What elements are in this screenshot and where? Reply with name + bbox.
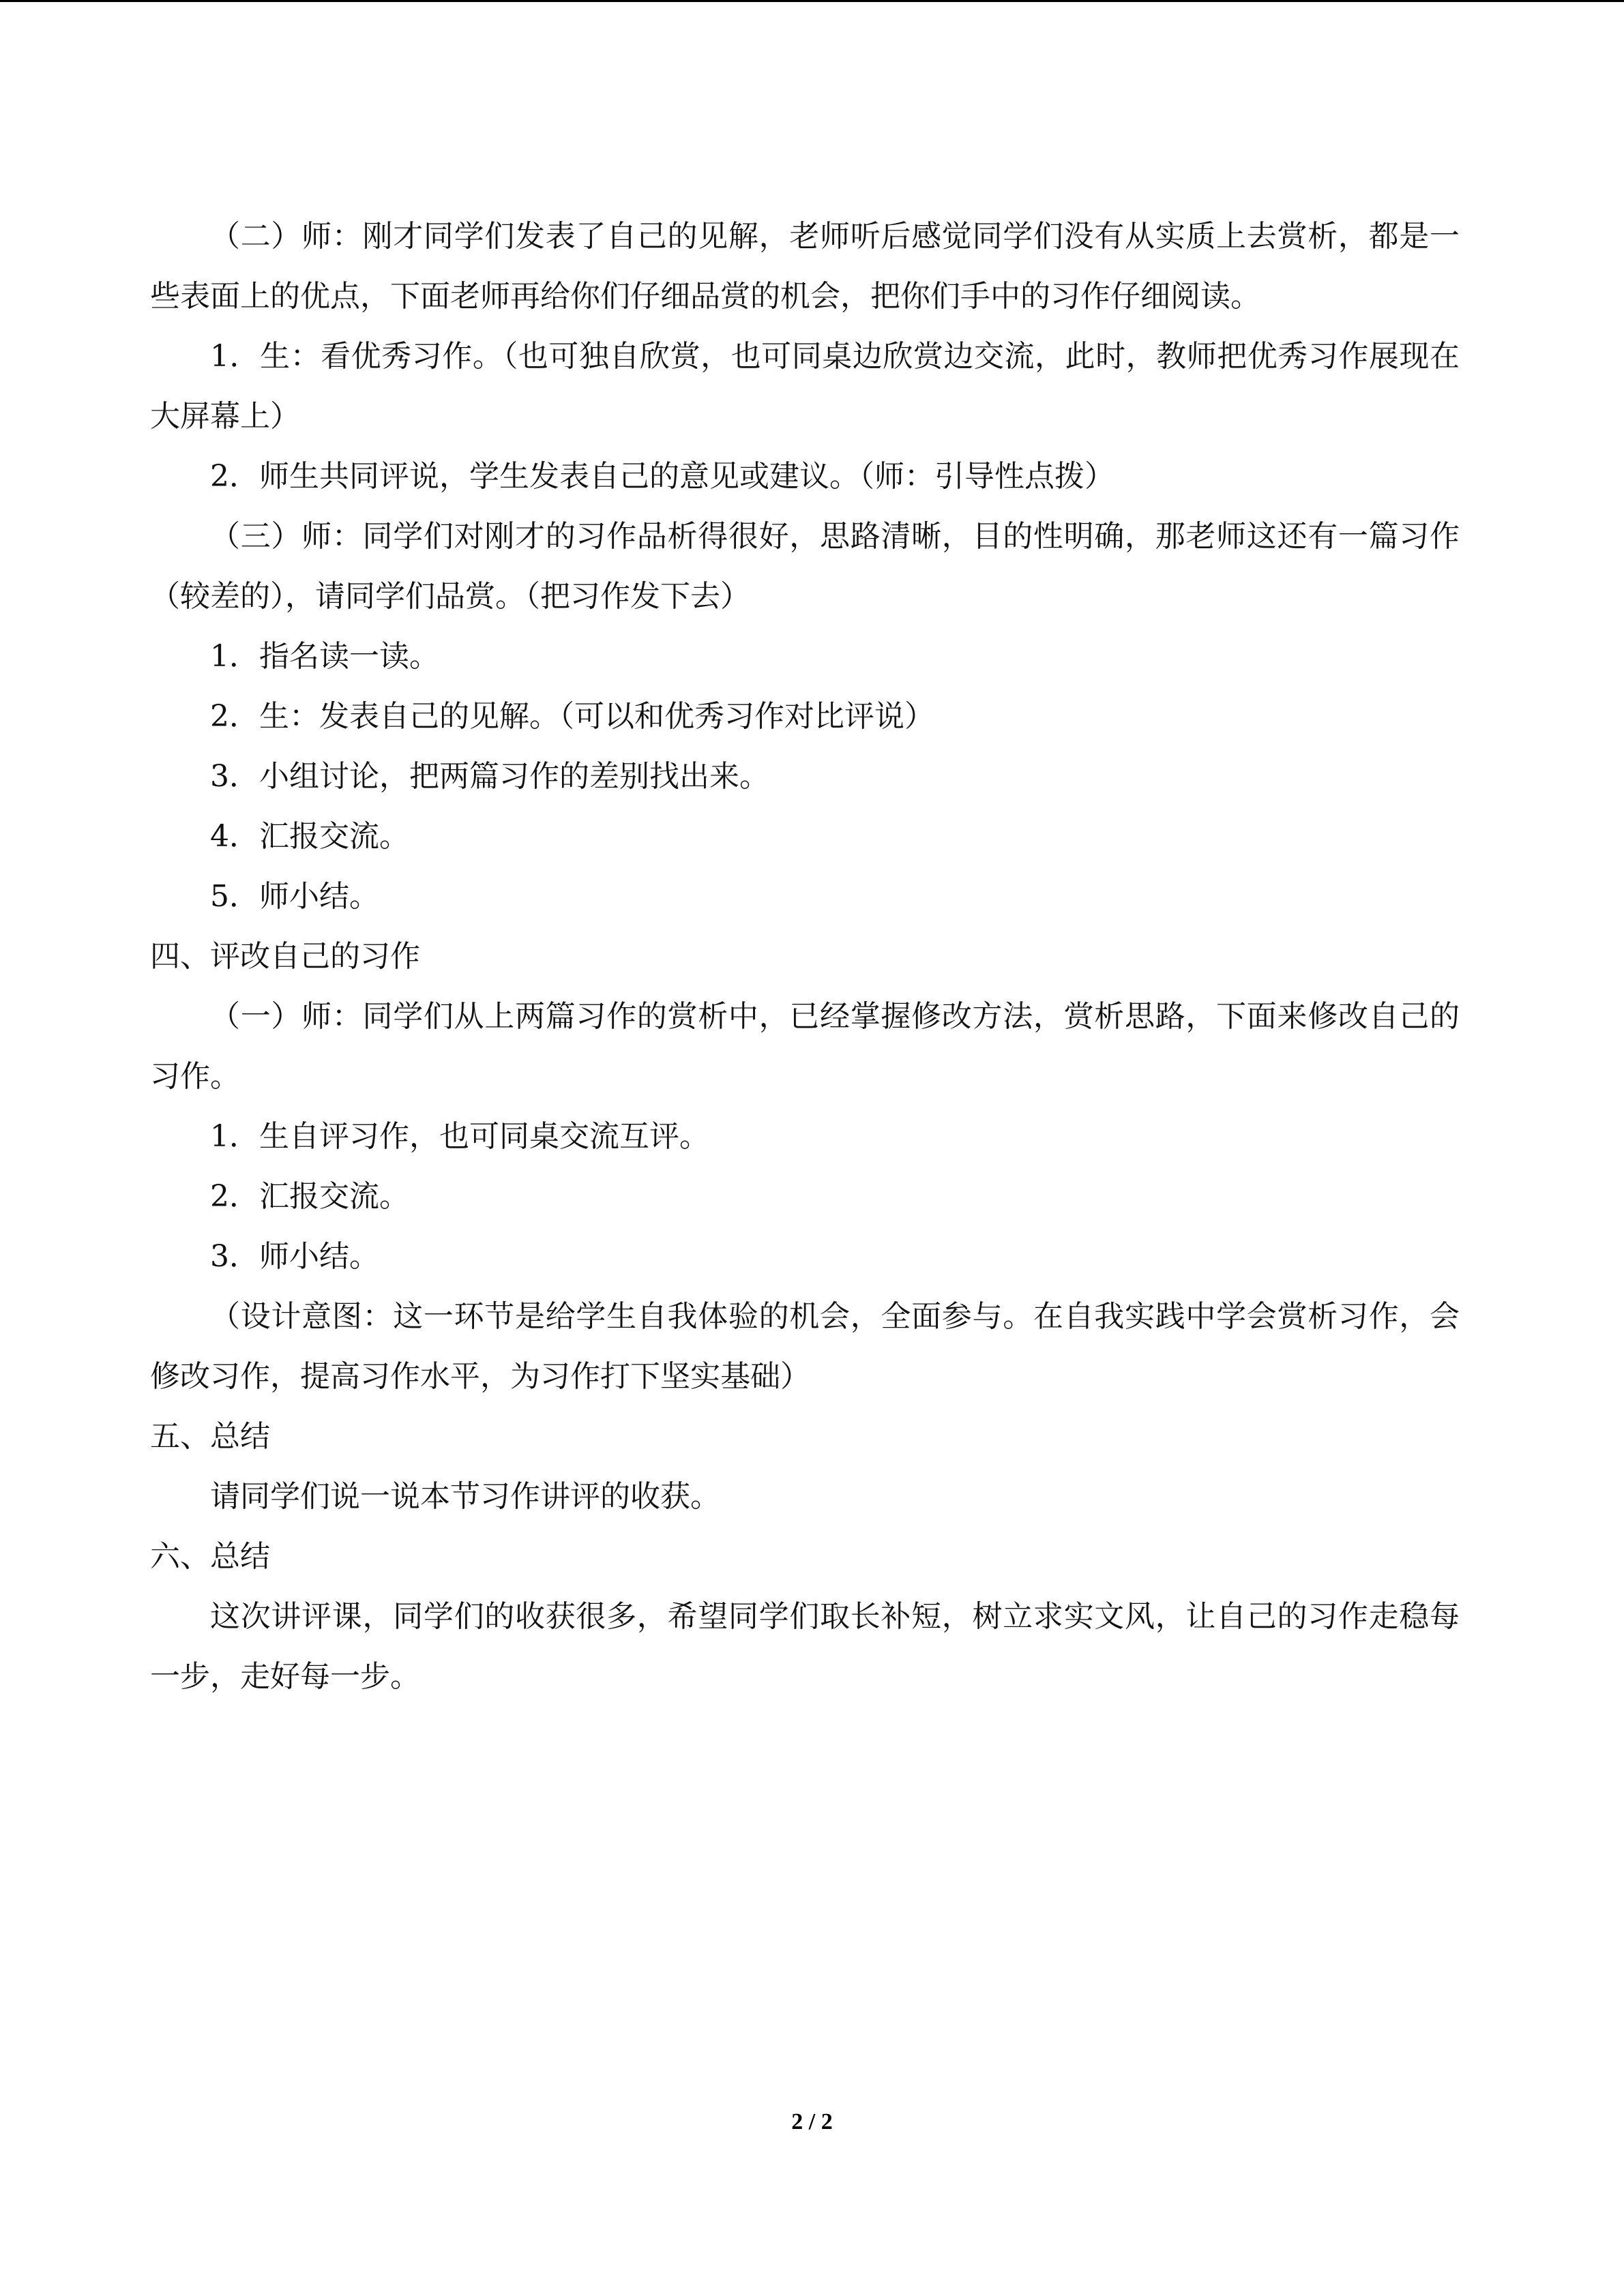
page-number: 2 / 2 [791, 2109, 833, 2134]
document-body [150, 207, 1460, 1707]
list-item-1: 1．生自评习作，也可同桌交流互评。 [210, 1119, 709, 1154]
section-heading-5: 五、总结 [150, 1419, 270, 1454]
closing-paragraph: 这次讲评课，同学们的收获很多，希望同学们取长补短，树立求实文风，让自己的习作走稳每一步，走好每一步。 [150, 1599, 1460, 1694]
list-item-4: 4．汇报交流。 [210, 819, 409, 854]
list-item-2: 2．生：发表自己的见解。（可以和优秀习作对比评说） [210, 699, 934, 734]
list-item-3: 3．师小结。 [210, 1239, 379, 1274]
list-item-2: 2．汇报交流。 [210, 1179, 409, 1214]
section-heading-4: 四、评改自己的习作 [150, 939, 420, 974]
paragraph-section-3: （三）师：同学们对刚才的习作品析得很好，思路清晰，目的性明确，那老师这还有一篇习作（较差的），请同学们品赏。（把习作发下去） [150, 519, 1460, 614]
list-item-1: 1．生：看优秀习作。（也可独自欣赏，也可同桌边欣赏边交流，此时，教师把优秀习作展现在大屏幕上） [150, 339, 1460, 434]
list-item-2: 2．师生共同评说，学生发表自己的意见或建议。（师：引导性点拨） [210, 459, 1114, 494]
paragraph-subsection-1: （一）师：同学们从上两篇习作的赏析中，已经掌握修改方法，赏析思路，下面来修改自己的习作。 [150, 999, 1460, 1094]
list-item-1: 1．指名读一读。 [210, 639, 439, 674]
design-intent-note: （设计意图：这一环节是给学生自我体验的机会，全面参与。在自我实践中学会赏析习作，会修改习作，提高习作水平，为习作打下坚实基础） [150, 1299, 1460, 1394]
list-item-5: 5．师小结。 [210, 879, 379, 914]
section-heading-6: 六、总结 [150, 1539, 270, 1574]
summary-paragraph: 请同学们说一说本节习作讲评的收获。 [210, 1479, 720, 1514]
list-item-3: 3．小组讨论，把两篇习作的差别找出来。 [210, 759, 769, 794]
paragraph-section-2: （二）师：刚才同学们发表了自己的见解，老师听后感觉同学们没有从实质上去赏析，都是一些表面上的优点，下面老师再给你们仔细品赏的机会，把你们手中的习作仔细阅读。 [150, 219, 1460, 314]
